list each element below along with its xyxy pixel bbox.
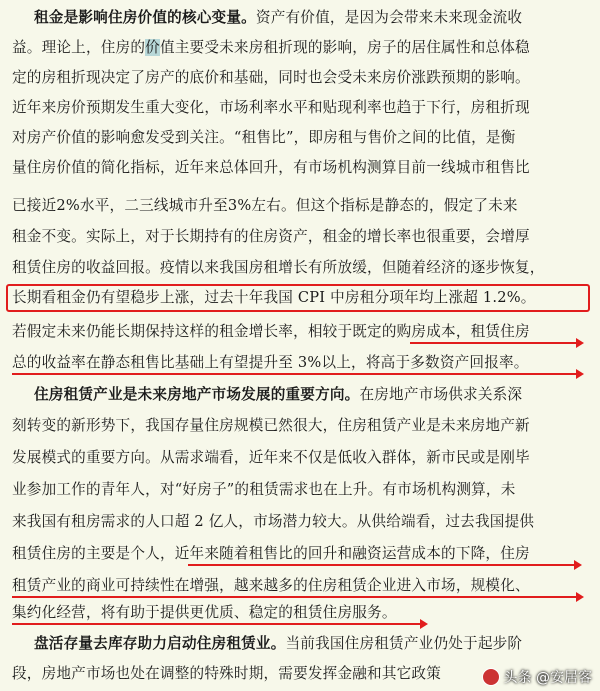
p1-line-7: 已接近2%水平，二三线城市升至3%左右。但这个指标是静态的，假定了未来 bbox=[12, 197, 518, 214]
highlighted-char: 价 bbox=[145, 39, 160, 56]
p1-line-8: 租金不变。实际上，对于长期持有的住房资产，租金的增长率也很重要，会增厚 bbox=[12, 228, 530, 245]
p3-line-2: 段，房地产市场也处在调整的特殊时期，需要发挥金融和其它政策 bbox=[12, 665, 442, 682]
p1-line-4: 近年来房价预期发生重大变化，市场利率水平和贴现利率也趋于下行，房租折现 bbox=[12, 99, 530, 116]
p1-line-1: 租金是影响住房价值的核心变量。资产有价值，是因为会带来未来现金流收 bbox=[34, 9, 523, 26]
underline-arrow bbox=[12, 596, 578, 598]
p2-line-4: 业参加工作的青年人，对“好房子”的租赁需求也在上升。有市场机构测算，未 bbox=[12, 481, 516, 498]
p2-line-8: 集约化经营，将有助于提供更优质、稳定的租赁住房服务。 bbox=[12, 604, 397, 621]
p1-line-5: 对房产价值的影响愈发受到关注。“租售比”，即房租与售价之间的比值，是衡 bbox=[12, 129, 516, 146]
p2-line-7: 租赁产业的商业可持续性在增强，越来越多的住房租赁企业进入市场，规模化、 bbox=[12, 577, 530, 594]
p3-heading: 盘活存量去库存助力启动住房租赁业。 bbox=[34, 635, 286, 652]
p1-heading: 租金是影响住房价值的核心变量。 bbox=[34, 9, 256, 26]
p1-line-10: 长期看租金仍有望稳步上涨，过去十年我国 CPI 中房租分项年均上涨超 1.2%。 bbox=[12, 289, 536, 306]
p2-line-2: 刻转变的新形势下，我国存量住房规模已然很大，住房租赁产业是未来房地产新 bbox=[12, 417, 530, 434]
p2-line-1: 住房租赁产业是未来房地产市场发展的重要方向。在房地产市场供求关系深 bbox=[34, 386, 523, 403]
underline-arrow bbox=[12, 623, 422, 625]
underline-arrow bbox=[188, 564, 576, 566]
p2-heading: 住房租赁产业是未来房地产市场发展的重要方向。 bbox=[34, 386, 360, 403]
underline-arrow bbox=[12, 373, 578, 375]
p2-line-6: 租赁住房的主要是个人，近年来随着租售比的回升和融资运营成本的下降，住房 bbox=[12, 545, 530, 562]
p1-line-9: 租赁住房的收益回报。疫情以来我国房租增长有所放缓，但随着经济的逐步恢复， bbox=[12, 259, 545, 276]
p2-line-5: 来我国有租房需求的人口超 2 亿人，市场潜力较大。从供给端看，过去我国提供 bbox=[12, 513, 535, 530]
toutiao-logo-icon bbox=[482, 668, 500, 686]
watermark: 头条 @安居客 bbox=[482, 667, 592, 687]
p3-line-1: 盘活存量去库存助力启动住房租赁业。当前我国住房租赁产业仍处于起步阶 bbox=[34, 635, 523, 652]
p2-line-3: 发展模式的重要方向。从需求端看，近年来不仅是低收入群体，新市民或是刚毕 bbox=[12, 449, 530, 466]
p1-line-3: 定的房租折现决定了房产的底价和基础，同时也会受未来房价涨跌预期的影响。 bbox=[12, 69, 530, 86]
p1-line-11: 若假定未来仍能长期保持这样的租金增长率，相较于既定的购房成本，租赁住房 bbox=[12, 323, 530, 340]
underline-arrow bbox=[410, 342, 578, 344]
p1-line-2: 益。理论上，住房的价值主要受未来房租折现的影响，房子的居住属性和总体稳 bbox=[12, 39, 530, 56]
p1-line-12: 总的收益率在静态租售比基础上有望提升至 3%以上，将高于多数资产回报率。 bbox=[12, 354, 529, 371]
p1-line-6: 量住房价值的简化指标，近年来总体回升，有市场机构测算目前一线城市租售比 bbox=[12, 159, 530, 176]
